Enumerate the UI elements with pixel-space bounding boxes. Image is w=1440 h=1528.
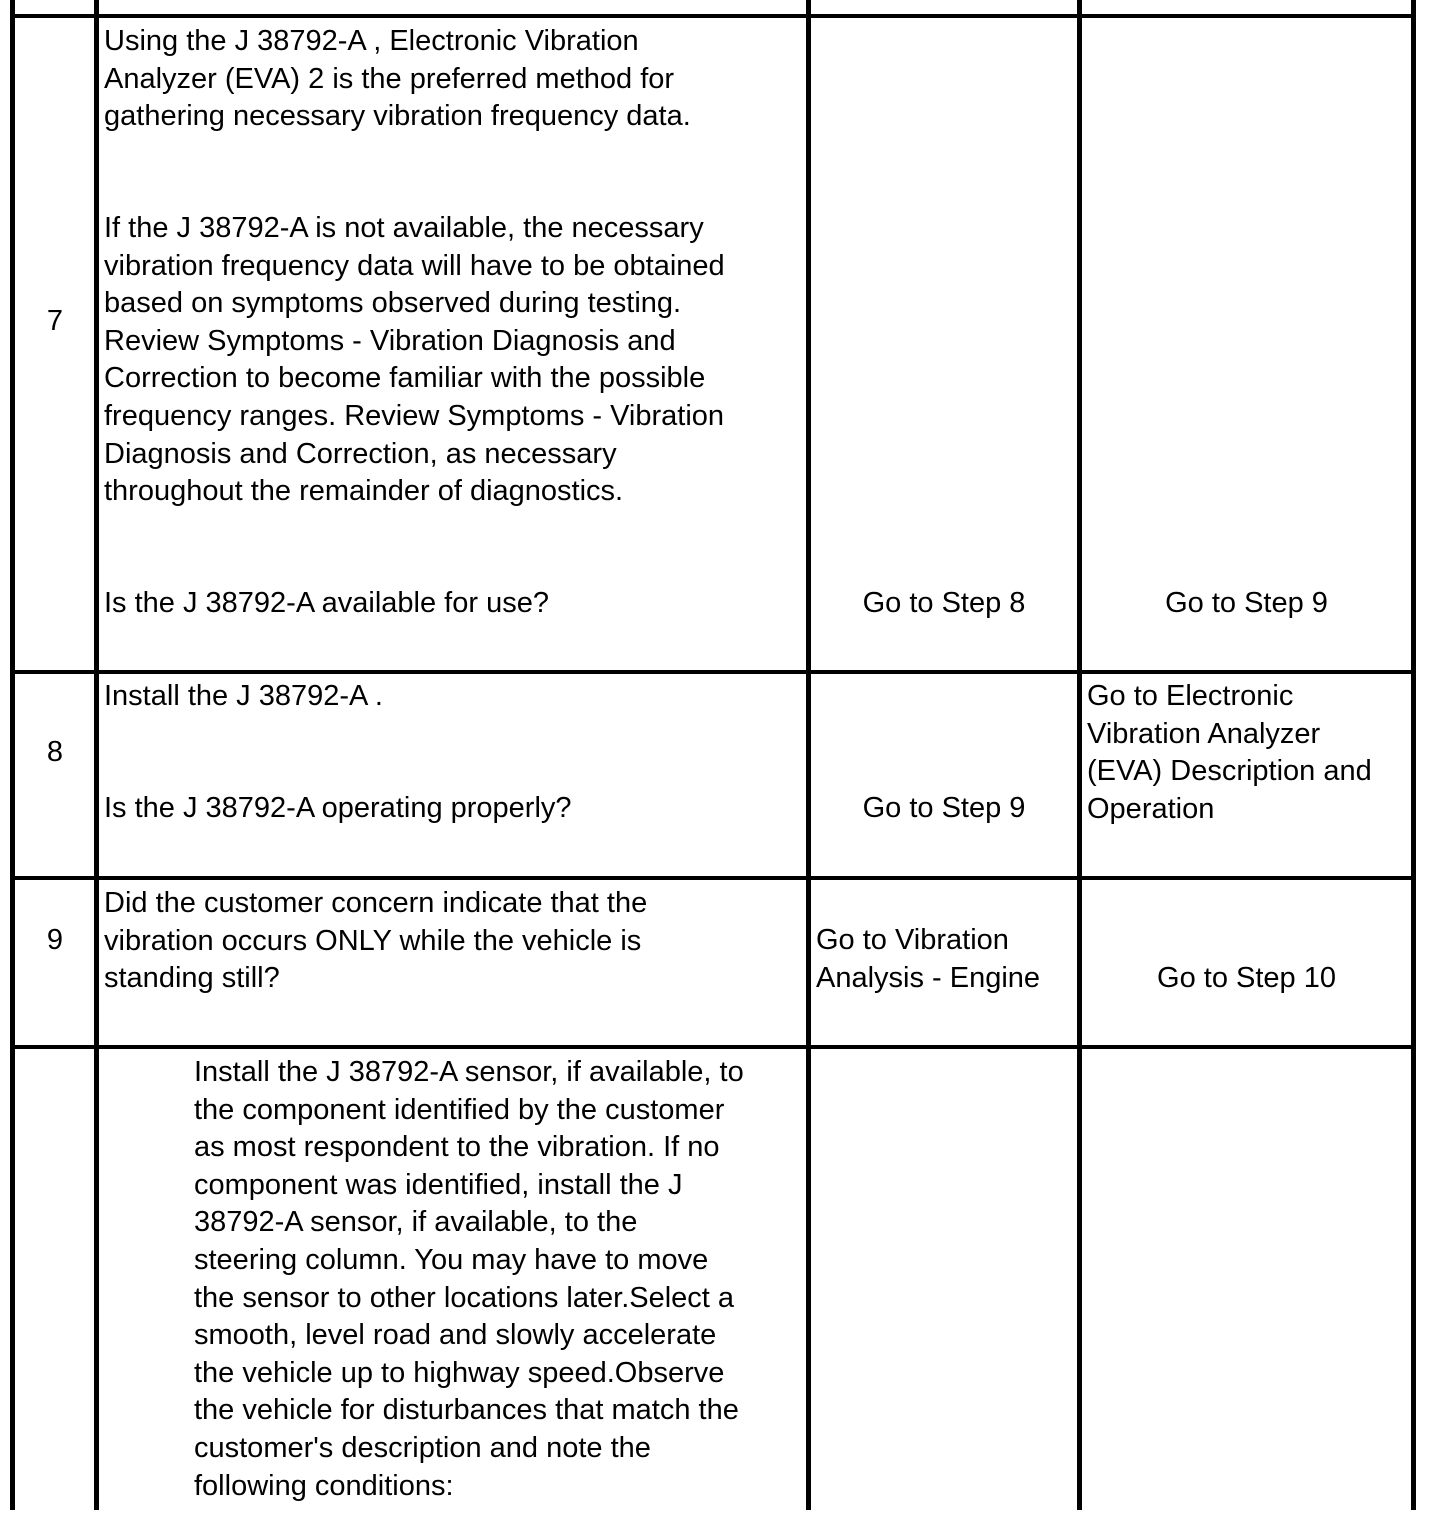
action-line: based on symptoms observed during testing. [104, 287, 682, 320]
yes-line: Analysis - Engine [816, 961, 1041, 994]
action-question: Is the J 38792-A available for use? [104, 587, 549, 619]
action-line: steering column. You may have to move [194, 1243, 709, 1276]
no-cell: Go to Step 10 [1157, 962, 1336, 994]
yes-cell: Go to Step 8 [862, 587, 1026, 619]
row-border-9-10 [12, 1045, 1416, 1049]
action-line: Diagnosis and Correction, as necessary [104, 437, 617, 470]
action-line: the sensor to other locations later.Select a [194, 1281, 735, 1314]
action-cell [104, 885, 647, 998]
action-question: Is the J 38792-A operating properly? [104, 792, 572, 824]
action-line: vibration frequency data will have to be obtained [104, 249, 725, 282]
action-line: standing still? [104, 962, 280, 995]
action-line: gathering necessary vibration frequency data. [104, 100, 691, 133]
action-line: component was identified, install the J [194, 1168, 683, 1201]
no-line: Operation [1087, 792, 1215, 825]
action-line: following conditions: [194, 1469, 454, 1502]
action-line: as most respondent to the vibration. If no [194, 1131, 720, 1164]
no-cell [1087, 678, 1372, 828]
action-cell [194, 1054, 744, 1505]
action-line: If the J 38792-A is not available, the necessary [104, 212, 704, 244]
action-line: 38792-A sensor, if available, to the [194, 1206, 638, 1239]
no-line: Vibration Analyzer [1087, 717, 1321, 750]
row-border-8-9 [12, 876, 1416, 880]
action-line: customer's description and note the [194, 1431, 651, 1464]
yes-cell [816, 922, 1040, 997]
action-line: Install the J 38792-A sensor, if available, to [194, 1056, 744, 1088]
action-line: Did the customer concern indicate that the [104, 887, 648, 919]
action-line: Analyzer (EVA) 2 is the preferred method for [104, 62, 675, 95]
col-border-right [1411, 0, 1416, 1510]
action-line: Review Symptoms - Vibration Diagnosis and [104, 324, 676, 357]
step-number: 8 [46, 736, 64, 768]
row-border-top [12, 14, 1416, 18]
step-number: 9 [46, 924, 64, 956]
action-line: the component identified by the customer [194, 1093, 725, 1126]
yes-line: Go to Vibration [816, 924, 1009, 956]
action-line: Install the J 38792-A . [104, 680, 383, 712]
action-line: throughout the remainder of diagnostics. [104, 475, 624, 508]
action-cell [104, 23, 691, 136]
action-line: Correction to become familiar with the possible [104, 362, 706, 395]
yes-cell: Go to Step 9 [862, 792, 1026, 824]
action-line: vibration occurs ONLY while the vehicle is [104, 924, 642, 957]
col-border-action-yes [806, 0, 811, 1510]
action-line: frequency ranges. Review Symptoms - Vibration [104, 399, 725, 432]
action-line: the vehicle for disturbances that match the [194, 1394, 739, 1427]
no-line: Go to Electronic [1087, 680, 1294, 712]
no-cell: Go to Step 9 [1165, 587, 1328, 619]
action-line: smooth, level road and slowly accelerate [194, 1319, 717, 1352]
action-line: Using the J 38792-A , Electronic Vibration [104, 25, 639, 57]
step-number: 7 [46, 305, 64, 337]
action-line: the vehicle up to highway speed.Observe [194, 1356, 725, 1389]
no-line: (EVA) Description and [1087, 755, 1372, 788]
col-border-yes-no [1077, 0, 1082, 1510]
row-border-7-8 [12, 670, 1416, 674]
action-cell [104, 210, 725, 511]
